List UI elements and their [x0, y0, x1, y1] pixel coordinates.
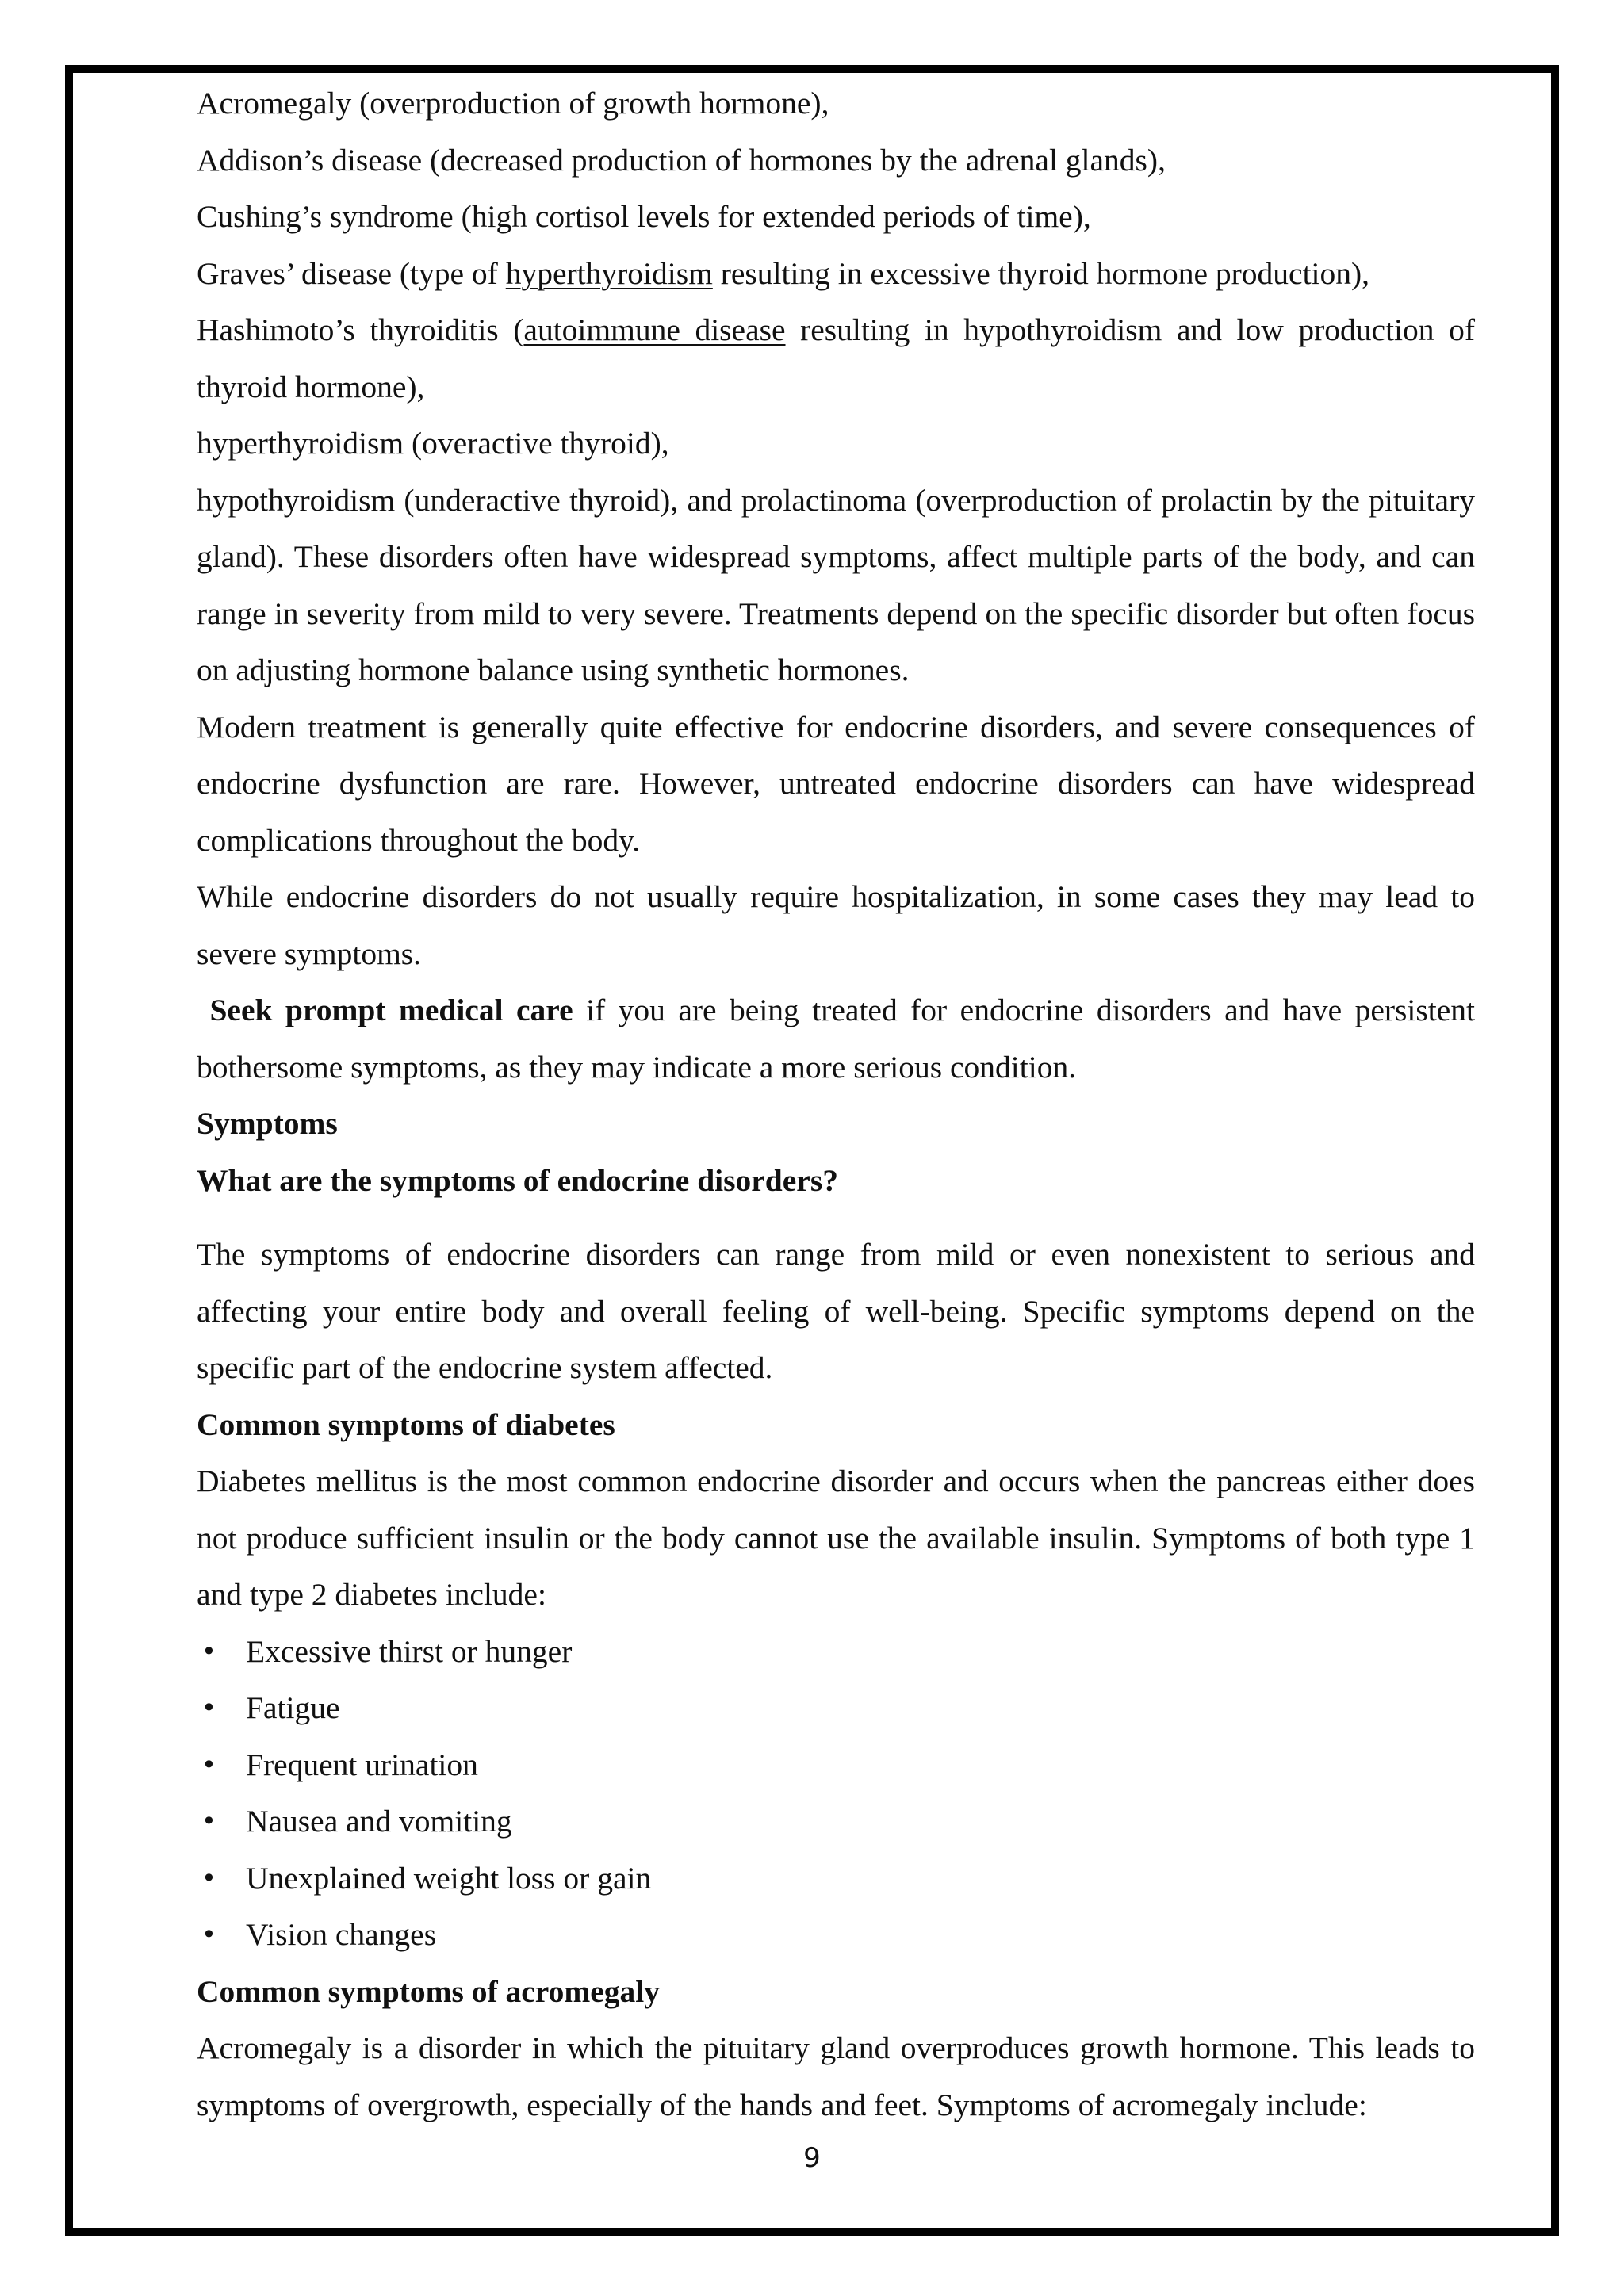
document-body	[197, 75, 1475, 2133]
heading-diabetes-text: Common symptoms of diabetes	[197, 1406, 615, 1442]
diabetes-symptom-list	[197, 1624, 1475, 1964]
paragraph-hypothyroidism-item: hypothyroidism (underactive thyroid), and prolactinoma (overproduction of prolactin by the pituitary gland). These disorders often have widespread symptoms, affect multiple parts of the body, and can range in severity from mild to very severe. Treatments depend on the specific disorder but often focus on adjusting hormone balance using synthetic hormones.	[197, 482, 1475, 687]
spacer	[197, 1209, 1475, 1226]
heading-acromegaly	[197, 1964, 1475, 2021]
paragraph-modern-treatment: Modern treatment is generally quite effective for endocrine disorders, and severe consequences of endocrine dysfunction are rare. However, untreated endocrine disorders can have widespread complications throughout the body.	[197, 709, 1475, 858]
heading-acromegaly-text: Common symptoms of acromegaly	[197, 1973, 661, 2009]
list-item: • Excessive thirst or hunger	[197, 1624, 1475, 1681]
hashimotos-text-start: Hashimoto’s thyroiditis (	[197, 312, 524, 347]
paragraph-hospitalization: While endocrine disorders do not usually require hospitalization, in some cases they may lead to severe symptoms.	[197, 879, 1475, 971]
paragraph-acromegaly: Acromegaly is a disorder in which the pituitary gland overproduces growth hormone. This leads to symptoms of overgrowth, especially of the hands and feet. Symptoms of acromegaly include:	[197, 2030, 1475, 2122]
paragraph-seek-care	[197, 982, 1475, 1096]
list-item: • Unexplained weight loss or gain	[197, 1850, 1475, 1908]
heading-symptoms	[197, 1096, 1475, 1153]
seek-care-emphasis: Seek prompt medical care	[209, 993, 573, 1027]
list-item: • Fatigue	[197, 1680, 1475, 1737]
heading-what-are-symptoms-text: What are the symptoms of endocrine disorders?	[197, 1162, 838, 1198]
list-item: • Vision changes	[197, 1907, 1475, 1964]
paragraph-graves-item	[197, 246, 1475, 303]
hyperthyroidism-link[interactable]: hyperthyroidism	[505, 255, 713, 291]
paragraph-addisons-item: Addison’s disease (decreased production of hormones by the adrenal glands),	[197, 142, 1166, 178]
list-item: • Nausea and vomiting	[197, 1793, 1475, 1850]
graves-text-end: resulting in excessive thyroid hormone production),	[712, 255, 1370, 291]
page-number: 9	[803, 2142, 821, 2174]
autoimmune-disease-link[interactable]: autoimmune disease	[523, 312, 786, 347]
paragraph-acromegaly-item: Acromegaly (overproduction of growth hormone),	[197, 86, 829, 121]
heading-symptoms-text: Symptoms	[197, 1106, 338, 1141]
seek-care-text: if you are being treated for endocrine disorders and have persistent bothersome symptoms, as they may indicate a more serious condition.	[197, 993, 1475, 1085]
heading-diabetes	[197, 1397, 1475, 1454]
paragraph-hashimotos-item	[197, 302, 1475, 415]
heading-what-are-symptoms	[197, 1153, 1475, 1210]
hashimotos-text-end: resulting in hypothyroidism and low production of thyroid hormone),	[197, 312, 1476, 404]
list-item: • Frequent urination	[197, 1737, 1475, 1794]
paragraph-cushings-item: Cushing’s syndrome (high cortisol levels for extended periods of time),	[197, 199, 1091, 234]
paragraph-hyperthyroidism-item: hyperthyroidism (overactive thyroid),	[197, 426, 669, 461]
paragraph-diabetes: Diabetes mellitus is the most common endocrine disorder and occurs when the pancreas either does not produce sufficient insulin or the body cannot use the available insulin. Symptoms of both type 1 and type 2 diabetes include:	[197, 1464, 1475, 1612]
paragraph-symptoms-intro: The symptoms of endocrine disorders can range from mild or even nonexistent to serious and affecting your entire body and overall feeling of well-being. Specific symptoms depend on the specific part of the endocrine system affected.	[197, 1237, 1475, 1385]
graves-text-start: Graves’ disease (type of	[197, 255, 506, 291]
